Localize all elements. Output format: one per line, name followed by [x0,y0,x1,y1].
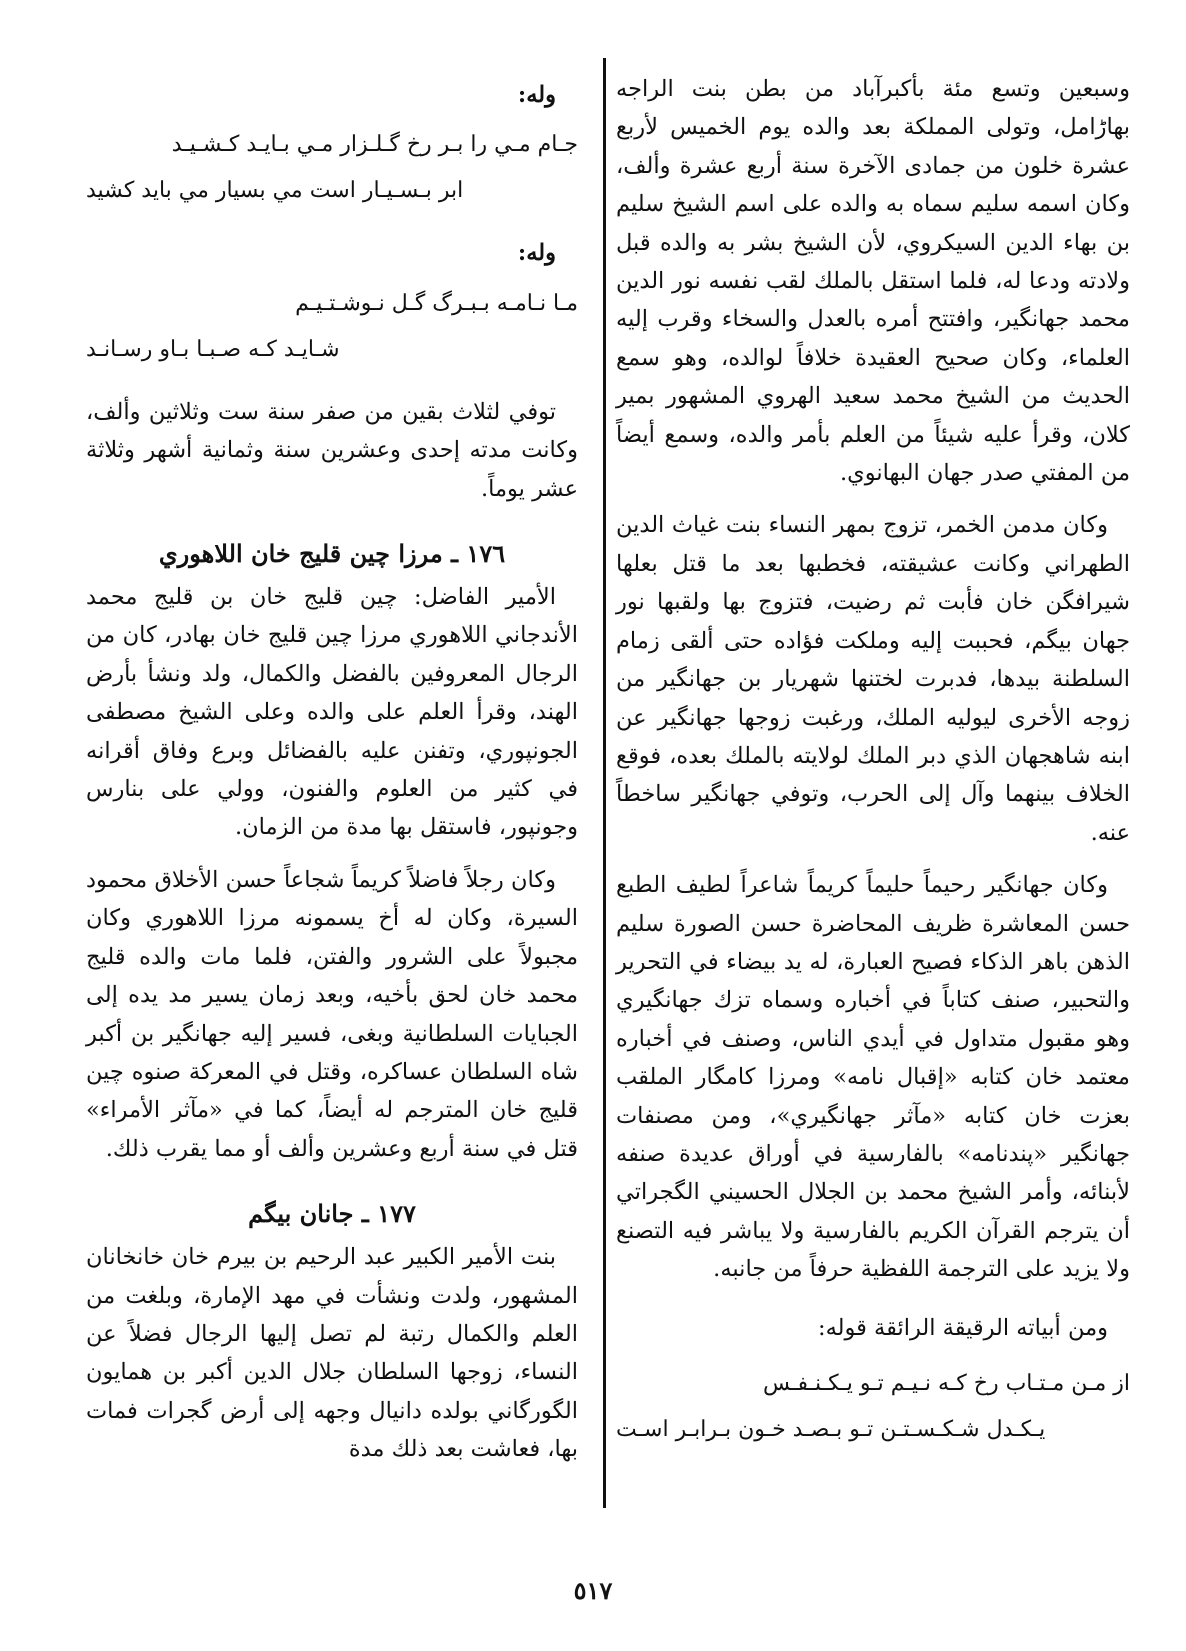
right-column [616,70,1130,1473]
paragraph-jahangir-character: وكان جهانگير رحيماً حليماً كريماً شاعراً لطيف الطبع حسن المعاشرة ظريف المحاضرة حسن الصورة سليم الذهن باهر الذكاء فصيح العبارة، له يد بيضاء في التحرير والتحبير، صنف كتاباً في أخباره وسماه تزك جهانگيري وهو مقبول متداول في أيدي الناس، وصنف في أخباره معتمد خان كتابه «إقبال نامه» ومرزا كامگار الملقب بعزت خان كتابه «مآثر جهانگيري»، ومن مصنفات جهانگير «پندنامه» بالفارسية في أوراق عديدة صنفه لأبنائه، وأمر الشيخ محمد بن الجلال الحسيني الگجراتي أن يترجم القرآن الكريم بالفارسية ولا يباشر فيه التصنع ولا يزيد على الترجمة اللفظية حرفاً من جانبه. [616,872,1130,1283]
left-column [86,70,578,1483]
paragraph-177-intro: بنت الأمير الكبير عبد الرحيم بن بيرم خان خانخانان المشهور، ولدت ونشأت في مهد الإمارة، وبلغت من العلم والكمال رتبة لم تصل إليها الرجال فضلاً عن النساء، زوجها السلطان جلال الدين أكبر بن همايون الگورگاني بولده دانيال وجهه إلى أرض گجرات فمات بها، فعاشت بعد ذلك مدة [86,1244,578,1463]
verse-line: ابر بـسـيـار است مي بسيار مي بايد كشيد [86,178,464,204]
verse-line: جـام مـي را بـر رخ گـلـزار مـي بـايـد كـشـيـد [171,132,578,158]
paragraph-verses-intro: ومن أبياته الرقيقة الرائقة قوله: [817,1314,1108,1341]
entry-heading-176: ١٧٦ ـ مرزا چين قليج خان اللاهوري [158,539,506,569]
entry-heading-177: ١٧٧ ـ جانان بيگم [248,1199,416,1229]
page-number: ٥١٧ [573,1576,613,1605]
verse-line: مـا نـامـه بـبـرگ گـل نـوشـتـيـم [295,290,578,316]
verse-label: وله: [517,82,556,108]
column-divider [603,58,606,1508]
verse-couplet-3 [86,281,578,373]
verse-couplet-2 [86,122,578,214]
paragraph-176-character: وكان رجلاً فاضلاً كريماً شجاعاً حسن الأخلاق محمود السيرة، وكان له أخ يسمونه مرزا اللاهوري وكان مجبولاً على الشرور والفتن، فلما مات والده قليج محمد خان لحق بأخيه، وبعد زمان يسير مد يده إلى الجبايات السلطانية وبغى، فسير إليه جهانگير بن أكبر شاه السلطان عساكره، وقتل في المعركة صنوه چين قليج خان المترجم له أيضاً، كما في «مآثر الأمراء» قتل في سنة أربع وعشرين وألف أو مما يقرب ذلك. [86,866,578,1162]
paragraph-death-date: توفي لثلاث بقين من صفر سنة ست وثلاثين وألف، وكانت مدته إحدى وعشرين سنة وثمانية أشهر وثلاثة عشر يوماً. [86,398,578,502]
paragraph-176-intro: الأمير الفاضل: چين قليج خان بن قليج محمد الأندجاني اللاهوري مرزا چين قليج خان بهادر، كان من الرجال المعروفين بالفضل والكمال، ولد ونشأ بأرض الهند، وقرأ العلم على والده وعلى الشيخ مصطفى الجونپوري، وتفنن عليه بالفضائل وبرع وفاق أقرانه في كثير من العلوم والفنون، وولي على بنارس وجونپور، فاستقل بها مدة من الزمان. [86,584,578,841]
paragraph-jahangir-birth: وسبعين وتسع مئة بأكبرآباد من بطن بنت الراجه بهاڑامل، وتولى المملكة بعد والده يوم الخميس لأربع عشرة خلون من جمادى الآخرة سنة أربع عشرة وألف، وكان اسمه سليم سماه به والده على اسم الشيخ سليم بن بهاء الدين السيكروي، لأن الشيخ بشر به والده قبل ولادته ودعا له، فلما استقل بالملك لقب نفسه نور الدين محمد جهانگير، وافتتح أمره بالعدل والسخاء وقرب إليه العلماء، وكان صحيح العقيدة خلافاً لوالده، وهو سمع الحديث من الشيخ محمد سعيد الهروي المشهور بمير كلان، وقرأ عليه شيئاً من العلم بأمر والده، وسمع أيضاً من المفتي صدر جهان البهانوي. [616,76,1130,487]
verse-line: از مـن مـتـاب رخ كـه نـيـم تـو يـكـنـفـس [762,1371,1130,1396]
verse-couplet-1 [616,1361,1130,1453]
verse-line: يـكـدل شـكـسـتـن تـو بـصـد خـون بـرابـر اسـت [616,1417,1046,1442]
verse-line: شـايـد كـه صـبـا بـاو رسـانـد [86,336,340,362]
paragraph-jahangir-marriage: وكان مدمن الخمر، تزوج بمهر النساء بنت غياث الدين الطهراني وكانت عشيقته، فخطبها بعد ما قتل بعلها شيرافگن خان فأبت ثم رضيت، فتزوج بها ولقبها نور جهان بيگم، فحببت إليه وملكت فؤاده حتى ألقى زمام السلطنة بيدها، فدبرت لختنها شهريار بن جهانگير من زوجه الأخرى ليوليه الملك، ورغبت زوجها جهانگير عن ابنه شاهجهان الذي دبر الملك لولايته بالملك بعده، فوقع الخلاف بينهما وآل إلى الحرب، وتوفي جهانگير ساخطاً عنه. [616,512,1130,846]
verse-label: وله: [517,240,556,267]
